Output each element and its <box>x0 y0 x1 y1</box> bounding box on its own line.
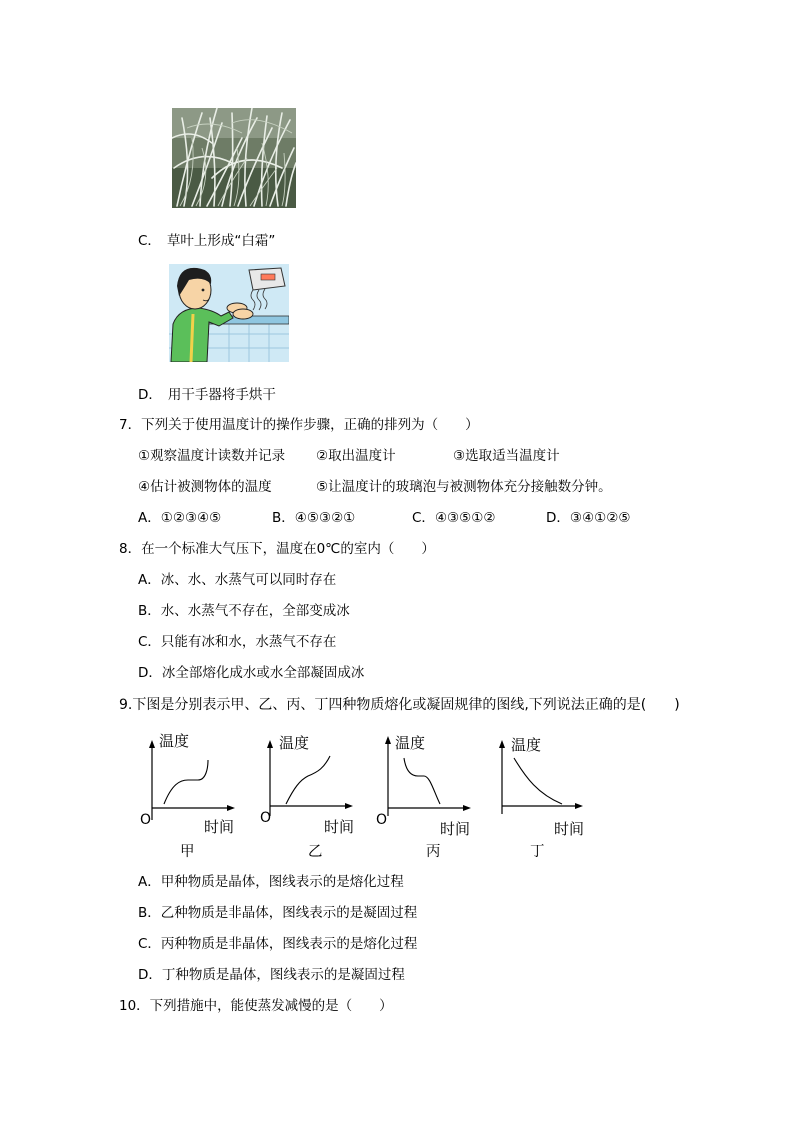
q9-option-a: A．甲种物质是晶体，图线表示的是熔化过程 <box>138 874 404 890</box>
q7-option-c <box>412 509 495 527</box>
q7-option-b <box>272 509 355 527</box>
graph-name-bing: 丙 <box>426 844 441 860</box>
graph-name-yi: 乙 <box>308 844 323 860</box>
q7-step-3: ③选取适当温度计 <box>453 448 560 464</box>
graph-jia <box>140 728 250 836</box>
q9-stem: 9.下图是分别表示甲、乙、丙、丁四种物质熔化或凝固规律的图线,下列说法正确的是( ) <box>119 697 680 713</box>
frost-grass-photo <box>172 108 296 208</box>
x-axis-label: 时间 <box>204 818 235 836</box>
x-axis-label: 时间 <box>324 818 355 836</box>
x-axis-label: 时间 <box>554 820 585 838</box>
y-axis-label: 温度 <box>395 734 426 752</box>
graph-name-jia: 甲 <box>180 844 195 860</box>
y-axis-label: 温度 <box>159 732 190 750</box>
option-text: ④③⑤①② <box>434 510 496 526</box>
q8-option-b: B．水、水蒸气不存在，全部变成冰 <box>138 603 350 619</box>
q6-option-d <box>138 386 276 404</box>
q8-option-c: C．只能有冰和水，水蒸气不存在 <box>138 634 337 650</box>
option-text: 用干手器将手烘干 <box>167 387 276 403</box>
q10-stem: 10．下列措施中，能使蒸发减慢的是（ ） <box>119 998 393 1014</box>
q8-option-a: A．冰、水、水蒸气可以同时存在 <box>138 572 337 588</box>
option-text: ④⑤③②① <box>294 510 356 526</box>
q7-step-2: ②取出温度计 <box>316 448 396 464</box>
graph-name-ding: 丁 <box>530 844 545 860</box>
origin-label: O <box>260 810 272 826</box>
option-text: 草叶上形成“白霜” <box>166 233 276 249</box>
option-letter: C． <box>412 510 435 526</box>
x-axis-label: 时间 <box>440 820 471 838</box>
y-axis-label: 温度 <box>279 734 310 752</box>
option-text: ①②③④⑤ <box>160 510 222 526</box>
q7-step-1: ①观察温度计读数并记录 <box>138 448 286 464</box>
origin-label: O <box>376 812 388 828</box>
option-letter: C． <box>138 233 161 249</box>
q7-step-4: ④估计被测物体的温度 <box>138 479 272 495</box>
q8-option-d: D．冰全部熔化成水或水全部凝固成冰 <box>138 665 365 681</box>
q9-option-b: B．乙种物质是非晶体，图线表示的是凝固过程 <box>138 905 418 921</box>
q7-step-5: ⑤让温度计的玻璃泡与被测物体充分接触数分钟。 <box>316 479 612 495</box>
option-letter: A． <box>138 510 161 526</box>
q9-option-d: D．丁种物质是晶体，图线表示的是凝固过程 <box>138 967 405 983</box>
option-text: ③④①②⑤ <box>569 510 631 526</box>
q7-stem: 7．下列关于使用温度计的操作步骤，正确的排列为（ ） <box>119 417 479 433</box>
hand-dryer-illustration <box>169 264 289 362</box>
y-axis-label: 温度 <box>511 736 542 754</box>
q6-option-c <box>138 232 275 250</box>
q7-option-a <box>138 509 221 527</box>
q8-stem: 8．在一个标准大气压下，温度在0℃的室内（ ） <box>119 541 435 557</box>
option-letter: D． <box>546 510 570 526</box>
graph-yi <box>258 728 368 836</box>
graph-ding <box>490 730 600 838</box>
graph-bing <box>374 726 484 838</box>
option-letter: D． <box>138 387 162 403</box>
q7-option-d <box>546 509 630 527</box>
q9-option-c: C．丙种物质是非晶体，图线表示的是熔化过程 <box>138 936 418 952</box>
origin-label: O <box>140 812 152 828</box>
option-letter: B． <box>272 510 295 526</box>
